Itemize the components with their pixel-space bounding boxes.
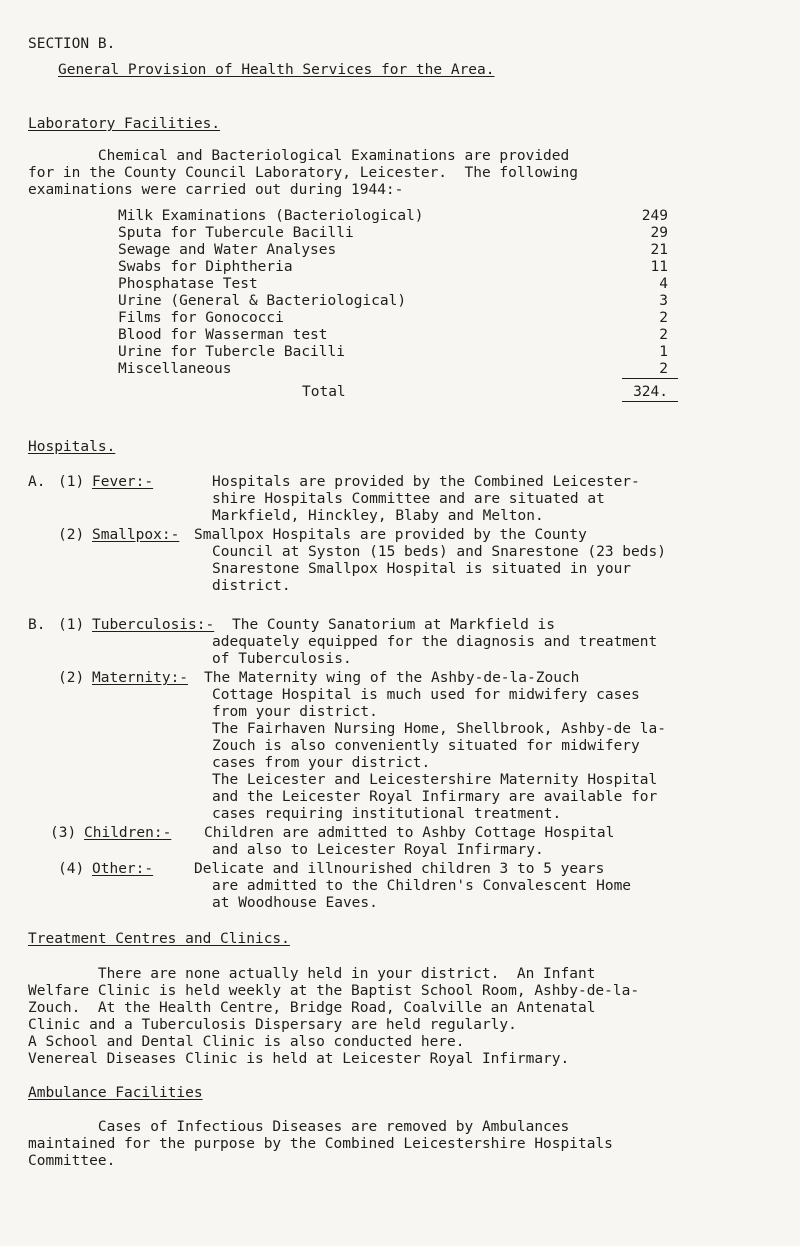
table-row	[118, 293, 678, 310]
ambulance-line: maintained for the purpose by the Combined Leicestershire Hospitals	[28, 1136, 613, 1152]
ambulance-heading: Ambulance Facilities	[28, 1085, 203, 1101]
row-label: Swabs for Diphtheria	[118, 259, 293, 275]
row-label: Miscellaneous	[118, 361, 232, 377]
item-line: The County Sanatorium at Markfield is	[232, 617, 556, 633]
row-label: Phosphatase Test	[118, 276, 258, 292]
row-label: Sputa for Tubercule Bacilli	[118, 225, 354, 241]
treatment-line: Venereal Diseases Clinic is held at Leicester Royal Infirmary.	[28, 1051, 570, 1067]
tuberculosis-title: Tuberculosis:-	[92, 617, 215, 633]
item-number: (1)	[58, 474, 85, 490]
item-line: Snarestone Smallpox Hospital is situated in your	[212, 561, 632, 577]
item-line: and also to Leicester Royal Infirmary.	[212, 842, 544, 858]
item-number: (1)	[58, 617, 85, 633]
row-label: Films for Gonococci	[118, 310, 284, 326]
table-row	[118, 208, 678, 225]
row-value: 29	[650, 225, 668, 241]
item-line: district.	[212, 578, 291, 594]
row-value: 4	[659, 276, 668, 292]
item-line: Children are admitted to Ashby Cottage Hospital	[204, 825, 615, 841]
row-label: Milk Examinations (Bacteriological)	[118, 208, 424, 224]
item-number: (4)	[58, 861, 85, 877]
item-line: The Fairhaven Nursing Home, Shellbrook, Ashby-de la-	[212, 721, 666, 737]
total-rule-top	[622, 378, 678, 379]
treatment-line: Welfare Clinic is held weekly at the Baptist School Room, Ashby-de-la-	[28, 983, 640, 999]
total-rule-bottom	[622, 401, 678, 402]
smallpox-title: Smallpox:-	[92, 527, 180, 543]
maternity-title: Maternity:-	[92, 670, 189, 686]
total-label: Total	[302, 384, 346, 400]
table-row	[118, 310, 678, 327]
treatment-line: There are none actually held in your district. An Infant	[28, 966, 596, 982]
laboratory-intro-line: for in the County Council Laboratory, Leicester. The following	[28, 165, 578, 181]
item-number: (3)	[50, 825, 77, 841]
item-line: The Leicester and Leicestershire Maternity Hospital	[212, 772, 658, 788]
treatment-line: A School and Dental Clinic is also conducted here.	[28, 1034, 465, 1050]
table-row	[118, 361, 678, 378]
item-line: Council at Syston (15 beds) and Snarestone (23 beds)	[212, 544, 666, 560]
row-value: 11	[650, 259, 668, 275]
row-label: Urine for Tubercle Bacilli	[118, 344, 345, 360]
item-line: shire Hospitals Committee and are situated at	[212, 491, 605, 507]
total-value: 324.	[633, 384, 668, 400]
item-line: Delicate and illnourished children 3 to 5 years	[194, 861, 605, 877]
row-label: Sewage and Water Analyses	[118, 242, 337, 258]
item-line: Smallpox Hospitals are provided by the County	[194, 527, 587, 543]
item-number: (2)	[58, 670, 85, 686]
row-value: 21	[650, 242, 668, 258]
item-line: are admitted to the Children's Convalescent Home	[212, 878, 632, 894]
treatment-line: Zouch. At the Health Centre, Bridge Road, Coalville an Antenatal	[28, 1000, 596, 1016]
ambulance-line: Committee.	[28, 1153, 116, 1169]
row-value: 2	[659, 361, 668, 377]
item-line: of Tuberculosis.	[212, 651, 352, 667]
table-row	[118, 276, 678, 293]
item-line: cases from your district.	[212, 755, 431, 771]
laboratory-intro-line: Chemical and Bacteriological Examinations are provided	[28, 148, 570, 164]
main-heading: General Provision of Health Services for the Area.	[58, 62, 495, 78]
other-title: Other:-	[92, 861, 154, 877]
section-label: SECTION B.	[28, 36, 116, 52]
item-line: and the Leicester Royal Infirmary are available for	[212, 789, 658, 805]
item-line: Markfield, Hinckley, Blaby and Melton.	[212, 508, 544, 524]
children-title: Children:-	[84, 825, 172, 841]
item-line: from your district.	[212, 704, 378, 720]
row-value: 2	[659, 327, 668, 343]
row-label: Urine (General & Bacteriological)	[118, 293, 407, 309]
table-row	[118, 242, 678, 259]
section-letter-a: A.	[28, 474, 46, 490]
treatment-line: Clinic and a Tuberculosis Dispersary are held regularly.	[28, 1017, 517, 1033]
item-line: adequately equipped for the diagnosis and treatment	[212, 634, 658, 650]
item-line: Hospitals are provided by the Combined Leicester-	[212, 474, 640, 490]
table-row	[118, 344, 678, 361]
hospitals-heading: Hospitals.	[28, 439, 116, 455]
ambulance-line: Cases of Infectious Diseases are removed by Ambulances	[28, 1119, 570, 1135]
row-value: 3	[659, 293, 668, 309]
row-label: Blood for Wasserman test	[118, 327, 328, 343]
laboratory-heading: Laboratory Facilities.	[28, 116, 221, 132]
item-line: The Maternity wing of the Ashby-de-la-Zouch	[204, 670, 580, 686]
item-line: Zouch is also conveniently situated for midwifery	[212, 738, 640, 754]
table-row	[118, 225, 678, 242]
item-line: Cottage Hospital is much used for midwifery cases	[212, 687, 640, 703]
item-line: cases requiring institutional treatment.	[212, 806, 562, 822]
row-value: 249	[641, 208, 668, 224]
treatment-heading: Treatment Centres and Clinics.	[28, 931, 290, 947]
row-value: 2	[659, 310, 668, 326]
row-value: 1	[659, 344, 668, 360]
item-number: (2)	[58, 527, 85, 543]
table-row	[118, 259, 678, 276]
table-total-row	[118, 384, 678, 401]
table-row	[118, 327, 678, 344]
section-letter-b: B.	[28, 617, 46, 633]
item-line: at Woodhouse Eaves.	[212, 895, 378, 911]
fever-title: Fever:-	[92, 474, 154, 490]
laboratory-intro-line: examinations were carried out during 1944:-	[28, 182, 404, 198]
